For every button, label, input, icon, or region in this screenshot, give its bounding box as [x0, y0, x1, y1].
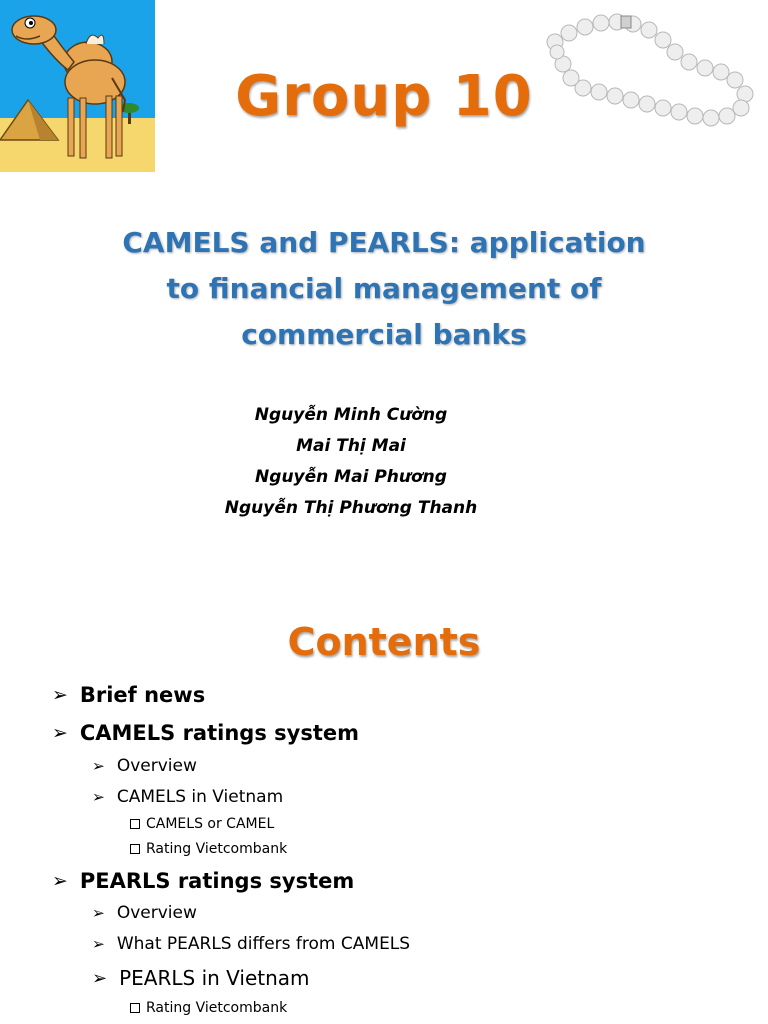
author-name: Nguyễn Minh Cường: [254, 405, 448, 425]
contents-item-label: Overview: [116, 756, 197, 776]
arrow-bullet-icon: ➢: [92, 904, 105, 922]
contents-item: [92, 903, 197, 923]
contents-item-label: CAMELS or CAMEL: [146, 816, 275, 832]
contents-item: [92, 966, 310, 990]
author-name: Mai Thị Mai: [296, 436, 406, 456]
checkbox-bullet-icon: [130, 819, 140, 829]
arrow-bullet-icon: ➢: [92, 757, 105, 775]
arrow-bullet-icon: ➢: [52, 870, 68, 892]
contents-item: [52, 869, 354, 893]
contents-item-label: CAMELS in Vietnam: [116, 787, 284, 807]
contents-item: [92, 934, 410, 954]
contents-item: [52, 721, 359, 745]
contents-item-label: CAMELS ratings system: [79, 721, 359, 745]
contents-title: Contents: [287, 620, 481, 664]
contents-item-label: PEARLS in Vietnam: [119, 966, 310, 990]
subtitle-line: to financial management of: [166, 272, 602, 305]
author-list: [0, 400, 702, 524]
author-name: Nguyễn Thị Phương Thanh: [224, 498, 478, 518]
contents-item-label: Brief news: [79, 683, 206, 707]
contents-slide: [0, 590, 768, 1024]
contents-item-label: Rating Vietcombank: [146, 841, 288, 857]
contents-item: [130, 816, 274, 832]
subtitle-line: commercial banks: [241, 318, 527, 351]
contents-item: [92, 787, 283, 807]
contents-item-label: Rating Vietcombank: [146, 1000, 288, 1016]
deck-title: Group 10: [235, 64, 533, 129]
arrow-bullet-icon: ➢: [92, 788, 105, 806]
contents-item: [130, 1000, 287, 1016]
contents-item-label: What PEARLS differs from CAMELS: [116, 934, 411, 954]
contents-item: [130, 841, 287, 857]
contents-item: [52, 683, 205, 707]
contents-item: [92, 756, 197, 776]
arrow-bullet-icon: ➢: [52, 722, 68, 744]
contents-item-label: Overview: [116, 903, 197, 923]
arrow-bullet-icon: ➢: [92, 935, 105, 953]
author-name: Nguyễn Mai Phương: [255, 467, 447, 487]
subtitle-line: CAMELS and PEARLS: application: [122, 226, 646, 259]
arrow-bullet-icon: ➢: [92, 967, 108, 989]
checkbox-bullet-icon: [130, 844, 140, 854]
checkbox-bullet-icon: [130, 1003, 140, 1013]
arrow-bullet-icon: ➢: [52, 684, 68, 706]
contents-item-label: PEARLS ratings system: [79, 869, 355, 893]
deck-subtitle: [90, 220, 678, 358]
